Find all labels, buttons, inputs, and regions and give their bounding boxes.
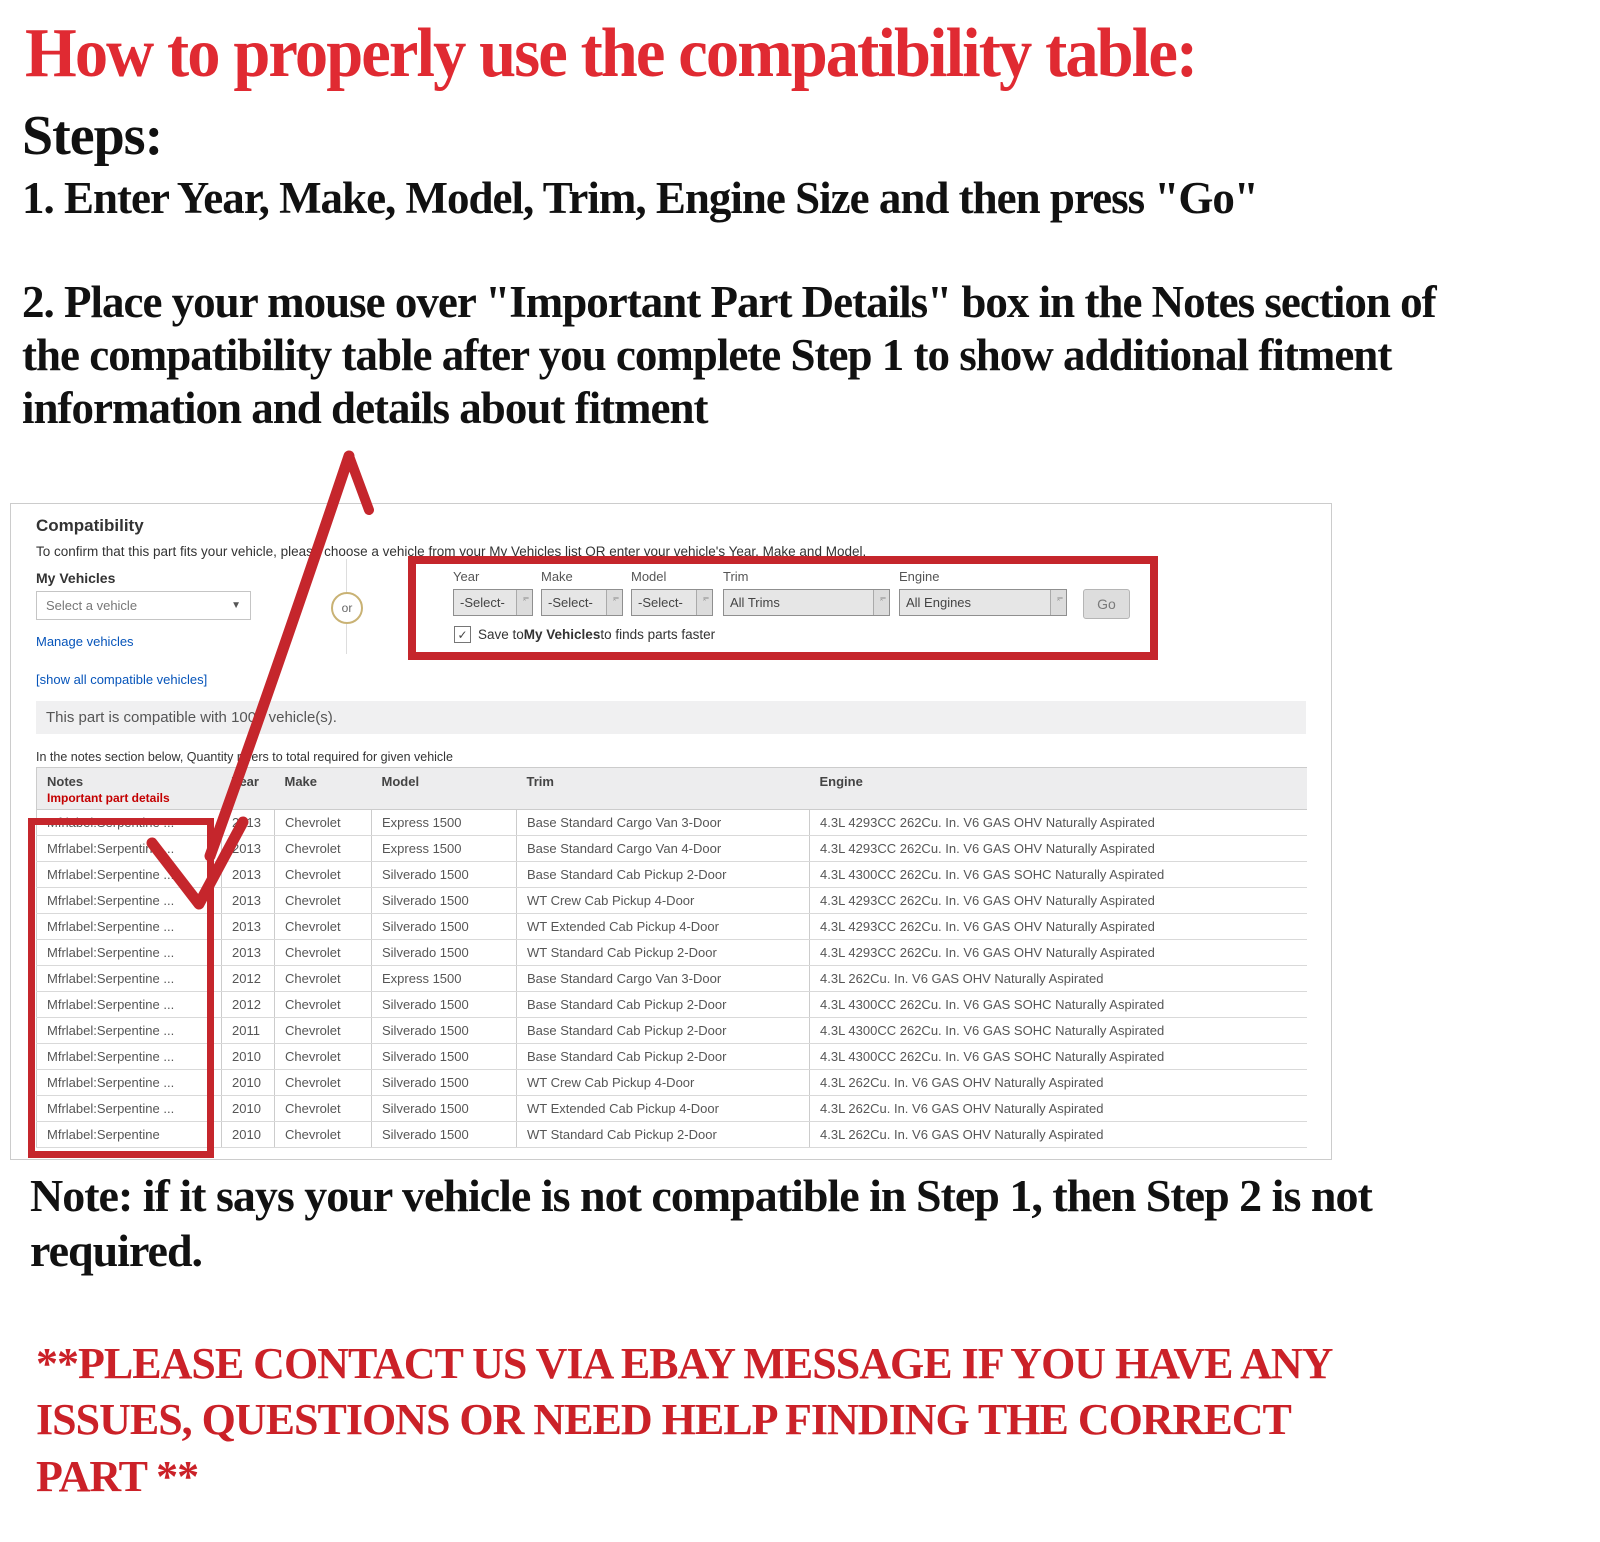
cell-make: Chevrolet <box>275 862 372 888</box>
cell-model: Silverado 1500 <box>372 914 517 940</box>
cell-engine: 4.3L 4293CC 262Cu. In. V6 GAS OHV Naturally Aspirated <box>810 888 1307 914</box>
panel-description: To confirm that this part fits your vehicle, please choose a vehicle from your My Vehicles list OR enter your vehicle's Year, Make and Model. <box>36 544 867 559</box>
page-title: How to properly use the compatibility table: <box>25 15 1197 92</box>
save-text-prefix: Save to <box>478 627 524 642</box>
table-row <box>37 966 1307 992</box>
cell-trim: WT Standard Cab Pickup 2-Door <box>517 1122 810 1148</box>
header-year: Year <box>222 768 275 810</box>
cell-trim: Base Standard Cab Pickup 2-Door <box>517 862 810 888</box>
cell-notes[interactable]: Mfrlabel:Serpentine ... <box>37 1096 222 1122</box>
cell-engine: 4.3L 262Cu. In. V6 GAS OHV Naturally Aspirated <box>810 1122 1307 1148</box>
cell-year: 2010 <box>222 1122 275 1148</box>
cell-model: Silverado 1500 <box>372 1018 517 1044</box>
cell-model: Silverado 1500 <box>372 1096 517 1122</box>
cell-engine: 4.3L 4300CC 262Cu. In. V6 GAS SOHC Naturally Aspirated <box>810 992 1307 1018</box>
cell-make: Chevrolet <box>275 888 372 914</box>
chevron-down-icon: ▼ <box>231 600 241 611</box>
cell-trim: WT Crew Cab Pickup 4-Door <box>517 1070 810 1096</box>
cell-model: Silverado 1500 <box>372 862 517 888</box>
header-model: Model <box>372 768 517 810</box>
or-badge: or <box>331 592 363 624</box>
cell-trim: WT Extended Cab Pickup 4-Door <box>517 1096 810 1122</box>
cell-trim: Base Standard Cargo Van 3-Door <box>517 966 810 992</box>
chevron-down-icon: ˆ̿ <box>873 590 889 615</box>
engine-label: Engine <box>899 569 940 584</box>
cell-notes[interactable]: Mfrlabel:Serpentine ... <box>37 1070 222 1096</box>
cell-model: Express 1500 <box>372 966 517 992</box>
save-text-bold: My Vehicles <box>523 627 601 642</box>
model-select[interactable] <box>631 589 713 616</box>
cell-trim: WT Crew Cab Pickup 4-Door <box>517 888 810 914</box>
cell-make: Chevrolet <box>275 1122 372 1148</box>
year-select[interactable] <box>453 589 533 616</box>
compatibility-banner: This part is compatible with 1000 vehicle(s). <box>36 701 1306 734</box>
cell-notes[interactable]: Mfrlabel:Serpentine ... <box>37 836 222 862</box>
cell-engine: 4.3L 4300CC 262Cu. In. V6 GAS SOHC Naturally Aspirated <box>810 1018 1307 1044</box>
table-row <box>37 940 1307 966</box>
cell-engine: 4.3L 4293CC 262Cu. In. V6 GAS OHV Naturally Aspirated <box>810 940 1307 966</box>
cell-year: 2013 <box>222 914 275 940</box>
engine-select[interactable] <box>899 589 1067 616</box>
step1-text: 1. Enter Year, Make, Model, Trim, Engine Size and then press "Go" <box>22 173 1258 223</box>
table-row <box>37 810 1307 836</box>
chevron-down-icon: ˆ̿ <box>516 590 532 615</box>
table-row <box>37 1018 1307 1044</box>
bottom-note: Note: if it says your vehicle is not compatible in Step 1, then Step 2 is not required. <box>30 1170 1372 1277</box>
cell-year: 2012 <box>222 966 275 992</box>
table-row <box>37 992 1307 1018</box>
model-select-value: -Select- <box>638 595 683 610</box>
show-all-compatible-link[interactable]: [show all compatible vehicles] <box>36 672 208 687</box>
step2-text: 2. Place your mouse over "Important Part Details" box in the Notes section of the compatibility table after you complete Step 1 to show additional fitment information and details about fitment <box>22 277 1436 434</box>
cell-model: Silverado 1500 <box>372 1070 517 1096</box>
compatibility-table <box>36 767 1307 1148</box>
cell-make: Chevrolet <box>275 914 372 940</box>
cell-make: Chevrolet <box>275 1044 372 1070</box>
cell-engine: 4.3L 4300CC 262Cu. In. V6 GAS SOHC Naturally Aspirated <box>810 1044 1307 1070</box>
cell-trim: Base Standard Cab Pickup 2-Door <box>517 1044 810 1070</box>
cell-engine: 4.3L 4293CC 262Cu. In. V6 GAS OHV Naturally Aspirated <box>810 914 1307 940</box>
cell-engine: 4.3L 262Cu. In. V6 GAS OHV Naturally Aspirated <box>810 1096 1307 1122</box>
cell-trim: WT Extended Cab Pickup 4-Door <box>517 914 810 940</box>
cell-trim: Base Standard Cab Pickup 2-Door <box>517 992 810 1018</box>
table-header-row <box>37 768 1307 810</box>
year-label: Year <box>453 569 480 584</box>
cell-engine: 4.3L 4293CC 262Cu. In. V6 GAS OHV Naturally Aspirated <box>810 810 1307 836</box>
cell-model: Silverado 1500 <box>372 888 517 914</box>
cell-notes[interactable]: Mfrlabel:Serpentine ... <box>37 1044 222 1070</box>
cell-trim: Base Standard Cab Pickup 2-Door <box>517 1018 810 1044</box>
cell-year: 2010 <box>222 1096 275 1122</box>
cell-make: Chevrolet <box>275 966 372 992</box>
cell-year: 2013 <box>222 862 275 888</box>
cell-make: Chevrolet <box>275 1018 372 1044</box>
chevron-down-icon: ˆ̿ <box>696 590 712 615</box>
model-label: Model <box>631 569 667 584</box>
notes-header-label: Notes <box>47 774 84 789</box>
panel-title: Compatibility <box>36 516 144 535</box>
table-row <box>37 1070 1307 1096</box>
steps-heading: Steps: <box>22 105 163 167</box>
cell-make: Chevrolet <box>275 1096 372 1122</box>
header-engine: Engine <box>810 768 1307 810</box>
engine-select-value: All Engines <box>906 595 972 610</box>
cell-year: 2013 <box>222 940 275 966</box>
table-row <box>37 914 1307 940</box>
cell-notes[interactable]: Mfrlabel:Serpentine ... <box>37 992 222 1018</box>
cell-trim: WT Standard Cab Pickup 2-Door <box>517 940 810 966</box>
vehicle-table-body <box>37 810 1307 1148</box>
cell-model: Silverado 1500 <box>372 940 517 966</box>
cell-notes[interactable]: Mfrlabel:Serpentine ... <box>37 810 222 836</box>
make-label: Make <box>541 569 573 584</box>
table-row <box>37 862 1307 888</box>
cell-trim: Base Standard Cargo Van 4-Door <box>517 836 810 862</box>
header-trim: Trim <box>517 768 810 810</box>
table-row <box>37 1122 1307 1148</box>
trim-select-value: All Trims <box>730 595 780 610</box>
save-to-vehicles-row <box>454 626 715 643</box>
trim-select[interactable] <box>723 589 890 616</box>
compatibility-panel <box>10 503 1332 1160</box>
my-vehicles-label: My Vehicles <box>36 570 116 586</box>
cell-notes[interactable]: Mfrlabel:Serpentine ... <box>37 940 222 966</box>
cell-notes[interactable]: Mfrlabel:Serpentine ... <box>37 862 222 888</box>
cell-engine: 4.3L 4300CC 262Cu. In. V6 GAS SOHC Naturally Aspirated <box>810 862 1307 888</box>
vehicle-select-value: Select a vehicle <box>46 598 138 613</box>
quantity-note: In the notes section below, Quantity refers to total required for given vehicle <box>36 750 453 764</box>
chevron-down-icon: ˆ̿ <box>606 590 622 615</box>
cell-engine: 4.3L 4293CC 262Cu. In. V6 GAS OHV Naturally Aspirated <box>810 836 1307 862</box>
cell-notes[interactable]: Mfrlabel:Serpentine ... <box>37 888 222 914</box>
cell-model: Express 1500 <box>372 810 517 836</box>
table-row <box>37 1044 1307 1070</box>
cell-notes[interactable]: Mfrlabel:Serpentine ... <box>37 1018 222 1044</box>
cell-make: Chevrolet <box>275 810 372 836</box>
chevron-down-icon: ˆ̿ <box>1050 590 1066 615</box>
cell-model: Silverado 1500 <box>372 1044 517 1070</box>
cell-year: 2011 <box>222 1018 275 1044</box>
cell-year: 2013 <box>222 888 275 914</box>
contact-message: **PLEASE CONTACT US VIA EBAY MESSAGE IF YOU HAVE ANY ISSUES, QUESTIONS OR NEED HELP FINDING THE CORRECT PART ** <box>36 1339 1331 1501</box>
year-select-value: -Select- <box>460 595 505 610</box>
header-notes <box>37 768 222 810</box>
make-select-value: -Select- <box>548 595 593 610</box>
cell-year: 2010 <box>222 1070 275 1096</box>
cell-make: Chevrolet <box>275 836 372 862</box>
cell-engine: 4.3L 262Cu. In. V6 GAS OHV Naturally Aspirated <box>810 966 1307 992</box>
important-part-details-label[interactable]: Important part details <box>47 791 170 805</box>
cell-make: Chevrolet <box>275 992 372 1018</box>
make-select[interactable] <box>541 589 623 616</box>
cell-notes[interactable]: Mfrlabel:Serpentine ... <box>37 966 222 992</box>
cell-year: 2012 <box>222 992 275 1018</box>
trim-label: Trim <box>723 569 749 584</box>
table-row <box>37 836 1307 862</box>
cell-notes[interactable]: Mfrlabel:Serpentine ... <box>37 914 222 940</box>
cell-make: Chevrolet <box>275 1070 372 1096</box>
cell-year: 2013 <box>222 810 275 836</box>
cell-model: Express 1500 <box>372 836 517 862</box>
manage-vehicles-link[interactable]: Manage vehicles <box>36 634 134 649</box>
cell-year: 2010 <box>222 1044 275 1070</box>
vehicle-select-dropdown[interactable] <box>36 591 251 620</box>
cell-model: Silverado 1500 <box>372 1122 517 1148</box>
header-make: Make <box>275 768 372 810</box>
cell-trim: Base Standard Cargo Van 3-Door <box>517 810 810 836</box>
table-row <box>37 888 1307 914</box>
table-row <box>37 1096 1307 1122</box>
cell-engine: 4.3L 262Cu. In. V6 GAS OHV Naturally Aspirated <box>810 1070 1307 1096</box>
save-text-suffix: to finds parts faster <box>600 627 716 642</box>
cell-model: Silverado 1500 <box>372 992 517 1018</box>
cell-notes[interactable]: Mfrlabel:Serpentine <box>37 1122 222 1148</box>
save-checkbox[interactable] <box>454 626 471 643</box>
go-button[interactable]: Go <box>1083 589 1130 619</box>
cell-year: 2013 <box>222 836 275 862</box>
cell-make: Chevrolet <box>275 940 372 966</box>
